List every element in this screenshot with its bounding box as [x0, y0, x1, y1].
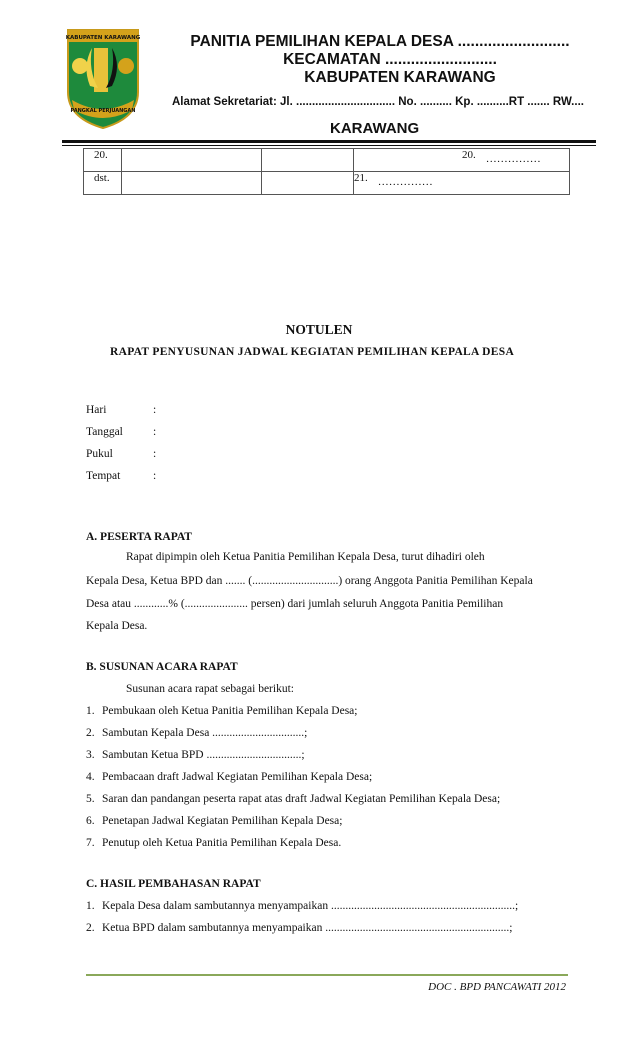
info-sep: : [153, 448, 157, 460]
info-row-day [86, 404, 156, 416]
section-a-line1: Rapat dipimpin oleh Ketua Panitia Pemilihan Kepala Desa, turut dihadiri oleh [126, 551, 485, 563]
table-row [84, 149, 570, 172]
header-city: KARAWANG [330, 120, 420, 137]
info-row-time [86, 448, 156, 460]
list-item: 6. Penetapan Jadwal Kegiatan Pemilihan Kepala Desa; [86, 815, 343, 827]
logo-text-top: KABUPATEN KARAWANG [65, 35, 141, 41]
footer-rule [86, 974, 568, 976]
section-c-heading: C. HASIL PEMBAHASAN RAPAT [86, 878, 261, 890]
table-cell-right-no: 20. [462, 149, 476, 161]
list-item: 7. Penutup oleh Ketua Panitia Pemilihan Kepala Desa. [86, 837, 342, 849]
member-table-fragment [83, 148, 570, 195]
section-a-line4: Kepala Desa. [86, 620, 148, 632]
list-item: 5. Saran dan pandangan peserta rapat atas draft Jadwal Kegiatan Pemilihan Kepala Desa; [86, 793, 501, 805]
table-cell-no: dst. [84, 172, 122, 195]
footer-doc-label: DOC . BPD PANCAWATI 2012 [428, 981, 566, 993]
header-regency: KABUPATEN KARAWANG [304, 69, 496, 86]
info-sep: : [153, 404, 157, 416]
header-rule-thin [62, 145, 596, 146]
header-committee: PANITIA PEMILIHAN KEPALA DESA .......................... [190, 33, 570, 50]
section-b-heading: B. SUSUNAN ACARA RAPAT [86, 661, 238, 673]
list-item: 2. Sambutan Kepala Desa ................................; [86, 727, 308, 739]
header-rule-thick [62, 140, 596, 143]
section-a-line2: Kepala Desa, Ketua BPD dan ....... (..............................) orang Anggota Panitia Pemilihan Kepala [86, 575, 533, 587]
table-cell-no: 20. [84, 149, 122, 172]
table-cell-right [354, 149, 570, 172]
table-cell [262, 149, 354, 172]
list-item: 2. Ketua BPD dalam sambutannya menyampaikan ................................................................; [86, 922, 513, 934]
list-item: 1. Kepala Desa dalam sambutannya menyampaikan ................................................................; [86, 900, 519, 912]
header-address: Alamat Sekretariat: Jl. ............................... No. .......... Kp. ..........RT ....... RW.... [172, 96, 584, 108]
list-item: 3. Sambutan Ketua BPD .................................; [86, 749, 305, 761]
info-label: Tanggal [86, 426, 123, 438]
table-cell [122, 149, 262, 172]
info-label: Tempat [86, 470, 121, 482]
table-cell [262, 172, 354, 195]
section-a-line3: Desa atau ............% (...................... persen) dari jumlah seluruh Anggota Panitia Pemilihan [86, 598, 504, 610]
table-cell-right-dots: …………… [485, 153, 541, 165]
table-cell-right-dots: …………… [377, 176, 433, 188]
kabupaten-karawang-logo [64, 26, 142, 130]
header-district: KECAMATAN .......................... [283, 51, 497, 68]
document-subtitle: RAPAT PENYUSUNAN JADWAL KEGIATAN PEMILIHAN KEPALA DESA [110, 346, 515, 358]
table-cell-right [354, 172, 570, 195]
info-row-place [86, 470, 156, 482]
info-row-date [86, 426, 156, 438]
info-label: Pukul [86, 448, 113, 460]
section-b-intro: Susunan acara rapat sebagai berikut: [126, 683, 294, 695]
logo-text-bottom: PANGKAL PERJUANGAN [70, 108, 136, 114]
list-item: 4. Pembacaan draft Jadwal Kegiatan Pemilihan Kepala Desa; [86, 771, 373, 783]
info-sep: : [153, 470, 157, 482]
section-a-heading: A. PESERTA RAPAT [86, 531, 192, 543]
document-title: NOTULEN [285, 322, 353, 337]
list-item: 1. Pembukaan oleh Ketua Panitia Pemilihan Kepala Desa; [86, 705, 358, 717]
table-cell [122, 172, 262, 195]
info-label: Hari [86, 404, 107, 416]
info-sep: : [153, 426, 157, 438]
table-row [84, 172, 570, 195]
table-cell-right-no: 21. [354, 172, 368, 184]
